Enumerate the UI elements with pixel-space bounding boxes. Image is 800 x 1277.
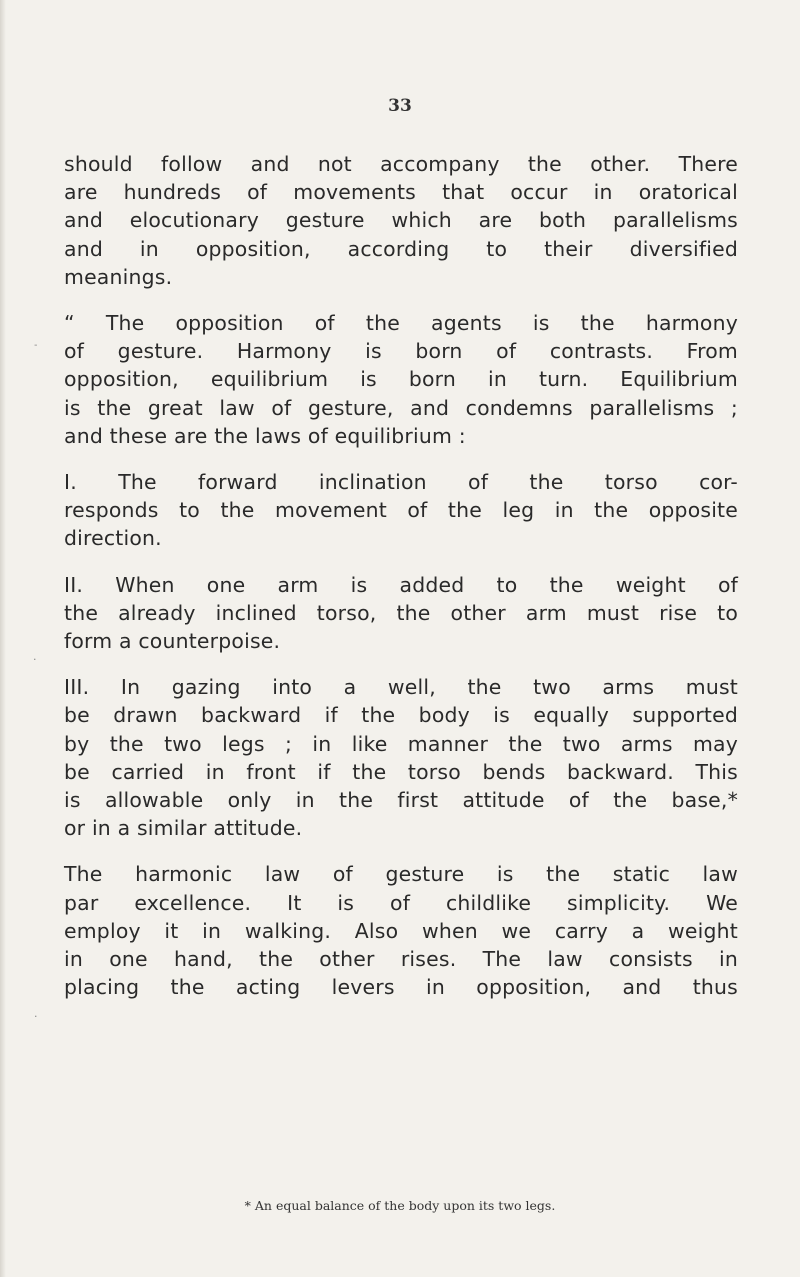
body-text: [64, 150, 738, 1001]
text-line: and in opposition, according to their diversified: [64, 236, 738, 261]
text-line: I. The forward inclination of the torso cor-: [64, 470, 738, 495]
text-line: in one hand, the other rises. The law consists in: [64, 947, 738, 972]
footnote: * An equal balance of the body upon its two legs.: [244, 1198, 556, 1213]
text-line: be carried in front if the torso bends backward. This: [64, 759, 738, 784]
text-line: is allowable only in the first attitude of the base,*: [64, 788, 738, 813]
margin-mark: ˗: [34, 338, 38, 351]
text-line: of gesture. Harmony is born of contrasts. From: [64, 339, 738, 364]
text-line: should follow and not accompany the other. There: [64, 152, 738, 176]
binding-edge: [0, 0, 6, 1277]
text-line: the already inclined torso, the other arm must rise to: [64, 600, 738, 625]
margin-mark: ·: [34, 1010, 38, 1023]
text-line: II. When one arm is added to the weight of: [64, 572, 738, 597]
text-line: III. In gazing into a well, the two arms must: [64, 675, 738, 700]
text-line: is the great law of gesture, and condemns parallelisms ;: [64, 395, 738, 420]
text-line: direction.: [64, 526, 162, 551]
margin-mark: ·: [33, 653, 37, 666]
text-line: responds to the movement of the leg in the opposite: [64, 498, 738, 523]
text-line: or in a similar attitude.: [64, 816, 303, 841]
text-line: placing the acting levers in opposition, and thus: [64, 975, 738, 1000]
text-line: form a counterpoise.: [64, 629, 281, 654]
page-number: 33: [388, 96, 412, 116]
text-line: employ it in walking. Also when we carry a weight: [64, 918, 738, 943]
text-line: meanings.: [64, 264, 173, 289]
text-line: be drawn backward if the body is equally supported: [64, 703, 738, 728]
text-line: “ The opposition of the agents is the harmony: [64, 311, 738, 336]
text-line: The harmonic law of gesture is the static law: [64, 862, 738, 887]
text-line: and elocutionary gesture which are both parallelisms: [64, 208, 738, 233]
text-line: opposition, equilibrium is born in turn. Equilibrium: [64, 367, 738, 392]
text-line: and these are the laws of equilibrium :: [64, 423, 466, 448]
text-line: by the two legs ; in like manner the two arms may: [64, 731, 738, 756]
text-line: par excellence. It is of childlike simplicity. We: [64, 890, 738, 915]
text-line: are hundreds of movements that occur in oratorical: [64, 180, 738, 205]
